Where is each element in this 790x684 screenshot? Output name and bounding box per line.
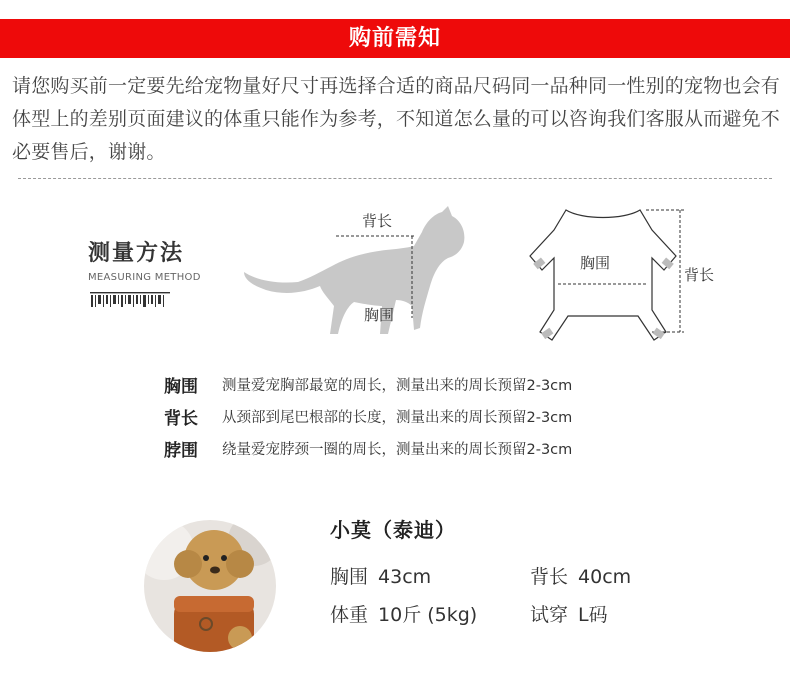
definition-term: 背长: [164, 408, 198, 429]
cat-silhouette-diagram: [236, 202, 476, 354]
definition-term: 脖围: [164, 440, 198, 461]
definition-row: [164, 400, 684, 432]
notice-text: 请您购买前一定要先给宠物量好尺寸再选择合适的商品尺码同一品种同一性别的宠物也会有体型上的差别页面建议的体重只能作为参考，不知道怎么量的可以咨询我们客服从而避免不必要售后，谢谢。: [12, 75, 781, 163]
definition-desc: 从颈部到尾巴根部的长度，测量出来的周长预留2-3cm: [222, 409, 573, 426]
spec-key: 胸围: [330, 566, 369, 588]
method-title: 测量方法: [88, 241, 185, 266]
measurement-definitions: [164, 368, 684, 464]
pet-chest-spec: [330, 562, 431, 589]
garment-back-label: 背长: [684, 266, 715, 284]
spec-value: 40cm: [578, 566, 632, 588]
definition-desc: 测量爱宠胸部最宽的周长，测量出来的周长预留2-3cm: [222, 377, 573, 394]
pet-photo: [144, 520, 276, 652]
dashed-divider: [18, 178, 772, 179]
definition-row: [164, 368, 684, 400]
definition-desc: 绕量爱宠脖颈一圈的周长，测量出来的周长预留2-3cm: [222, 441, 573, 458]
spec-value: L码: [578, 604, 608, 626]
cat-chest-label: 胸围: [364, 306, 395, 324]
cat-silhouette: [244, 206, 464, 334]
pet-weight-spec: [330, 600, 477, 627]
spec-key: 体重: [330, 604, 369, 626]
garment-outline: [530, 210, 676, 340]
cat-back-label: 背长: [362, 212, 393, 230]
spec-value: 43cm: [378, 566, 432, 588]
spec-value: 10斤 (5kg): [378, 604, 478, 626]
pet-size-spec: [530, 600, 608, 627]
garment-chest-label: 胸围: [580, 254, 611, 272]
spec-key: 背长: [530, 566, 569, 588]
pet-back-spec: [530, 562, 631, 589]
pet-name: 小莫（泰迪）: [330, 518, 456, 542]
spec-key: 试穿: [530, 604, 569, 626]
barcode-decoration: [90, 292, 170, 308]
header-banner: [0, 19, 790, 58]
definition-row: [164, 432, 684, 464]
banner-title: 购前需知: [348, 26, 441, 51]
definition-term: 胸围: [164, 376, 198, 397]
method-subtitle: MEASURING METHOD: [88, 272, 201, 283]
